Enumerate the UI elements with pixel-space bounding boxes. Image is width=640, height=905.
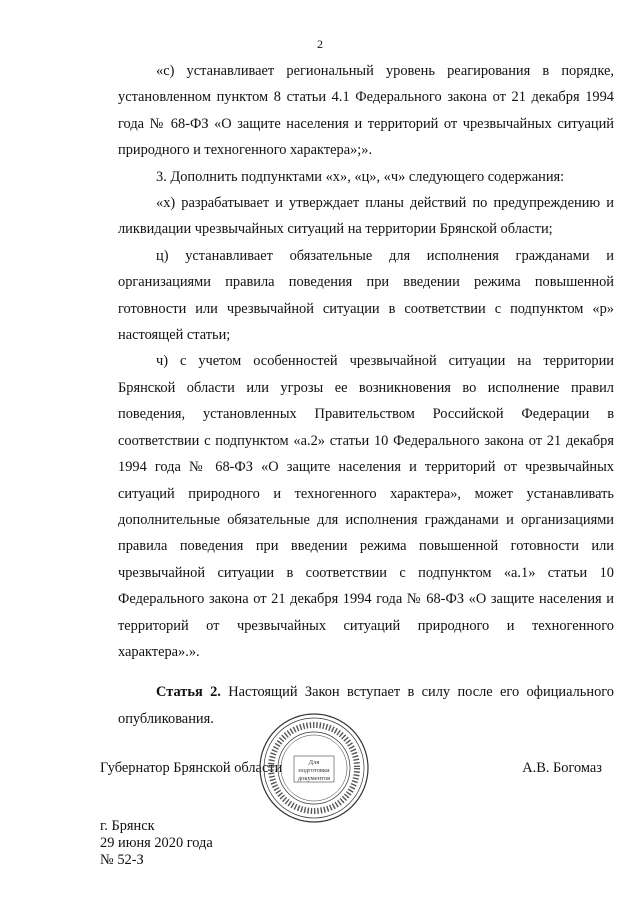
signatory-position: Губернатор Брянской области — [100, 760, 283, 776]
document-body — [118, 58, 614, 732]
footer-law-number: № 52-З — [100, 852, 144, 868]
paragraph-subitem-x: «х) разрабатывает и утверждает планы действий по предупреждению и ликвидации чрезвычайных ситуаций на территории Брянской области; — [118, 195, 614, 238]
paragraph-subitem-c: «с) устанавливает региональный уровень реагирования в порядке, установленном пунктом 8 статьи 4.1 Федерального закона от 21 декабря 1994 года № 68-ФЗ «О защите населения и территорий от чрезвычайных ситуаций природного и техногенного характера»;». — [118, 63, 614, 159]
stamp-line-2: подготовки — [298, 767, 330, 774]
article-2-label: Статья 2. — [156, 684, 221, 701]
paragraph-amendment-3: 3. Дополнить подпунктами «х», «ц», «ч» следующего содержания: — [156, 168, 565, 185]
footer-date: 29 июня 2020 года — [100, 835, 213, 851]
stamp-line-1: Для — [308, 759, 320, 766]
footer-city: г. Брянск — [100, 818, 155, 834]
signatory-name: А.В. Богомаз — [522, 760, 602, 776]
document-footer — [100, 818, 213, 869]
paragraph-subitem-ts: ц) устанавливает обязательные для исполнения гражданами и организациями правила поведения при введении режима повышенной готовности или чрезвычайной ситуации в соответствии с подпунктом «р» настоящей статьи; — [118, 247, 614, 344]
official-stamp-seal — [258, 712, 370, 824]
article-2-text: Настоящий Закон вступает в силу после его официального опубликования. — [118, 684, 614, 727]
page-number: 2 — [317, 37, 323, 51]
paragraph-subitem-ch: ч) с учетом особенностей чрезвычайной ситуации на территории Брянской области или угрозы ее возникновения во исполнение правил поведения, установленных Правительством Российской Федерации в соответствии с подпунктом «а.2» статьи 10 Федерального закона от 21 декабря 1994 года № 68-ФЗ «О защите населения и территорий от чрезвычайных ситуаций природного и техногенного характера», может устанавливать дополнительные обязательные для исполнения гражданами и организациями правила поведения при введении режима повышенной готовности или чрезвычайной ситуации в соответствии с подпунктом «а.1» статьи 10 Федерального закона от 21 декабря 1994 года № 68-ФЗ «О защите населения и территорий от чрезвычайных ситуаций природного и техногенного характера».». — [118, 353, 614, 660]
stamp-line-3: документов — [297, 775, 331, 782]
